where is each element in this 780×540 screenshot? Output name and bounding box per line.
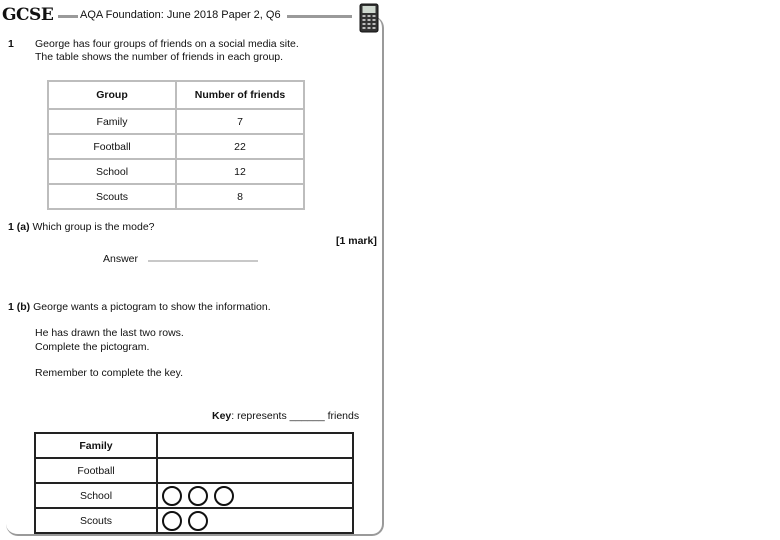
- pictogram-label: Football: [35, 458, 157, 483]
- part-b-line-2: He has drawn the last two rows.: [35, 327, 184, 339]
- pictogram-row: [35, 458, 353, 483]
- pictogram-circle-icon: [162, 511, 182, 531]
- pictogram-table: [34, 432, 354, 534]
- part-b-label: 1 (b): [8, 301, 31, 313]
- table-row: [48, 184, 304, 209]
- gcse-logo: GCSE: [2, 5, 57, 25]
- cell-number: 12: [176, 159, 304, 184]
- cell-number: 8: [176, 184, 304, 209]
- intro-line-2: The table shows the number of friends in each group.: [35, 51, 284, 63]
- friends-table: [47, 80, 305, 210]
- header-number: Number of friends: [176, 81, 304, 109]
- pictogram-row: [35, 508, 353, 533]
- cell-number: 22: [176, 134, 304, 159]
- pictogram-label: School: [35, 483, 157, 508]
- pictogram-circle-icon: [162, 486, 182, 506]
- header-group: Group: [48, 81, 176, 109]
- part-b-text: George wants a pictogram to show the information.: [33, 301, 271, 313]
- pictogram-circle-icon: [188, 511, 208, 531]
- table-header-row: [48, 81, 304, 109]
- part-a-question: [8, 221, 155, 233]
- pictogram-circle-icon: [188, 486, 208, 506]
- table-row: [48, 134, 304, 159]
- pictogram-cell-football[interactable]: [157, 458, 353, 483]
- pictogram-row: [35, 433, 353, 458]
- answer-label: Answer: [103, 253, 139, 265]
- pictogram-cell-family[interactable]: [157, 433, 353, 458]
- cell-number: 7: [176, 109, 304, 134]
- table-row: [48, 159, 304, 184]
- cell-group: Scouts: [48, 184, 176, 209]
- pictogram-circle-icon: [214, 486, 234, 506]
- pictogram-cell-school: [157, 483, 353, 508]
- part-b-question: [8, 301, 271, 313]
- calculator-icon: [359, 3, 379, 33]
- pictogram-label: Family: [35, 433, 157, 458]
- part-a-text: Which group is the mode?: [32, 221, 155, 233]
- intro-line-1: George has four groups of friends on a social media site.: [35, 38, 299, 50]
- pictogram-row: [35, 483, 353, 508]
- pictogram-label: Scouts: [35, 508, 157, 533]
- part-a-label: 1 (a): [8, 221, 30, 233]
- part-b-line-4: Remember to complete the key.: [35, 367, 184, 379]
- part-b-line-3: Complete the pictogram.: [35, 341, 150, 353]
- key-text[interactable]: : represents ______ friends: [231, 410, 360, 422]
- question-number: 1: [8, 38, 14, 50]
- paper-title: AQA Foundation: June 2018 Paper 2, Q6: [78, 9, 287, 21]
- pictogram-cell-scouts: [157, 508, 353, 533]
- pictogram-key: [212, 410, 359, 422]
- table-row: [48, 109, 304, 134]
- cell-group: Football: [48, 134, 176, 159]
- cell-group: Family: [48, 109, 176, 134]
- part-a-marks: [1 mark]: [336, 235, 377, 247]
- answer-input-line[interactable]: [148, 260, 258, 262]
- key-label: Key: [212, 410, 232, 422]
- cell-group: School: [48, 159, 176, 184]
